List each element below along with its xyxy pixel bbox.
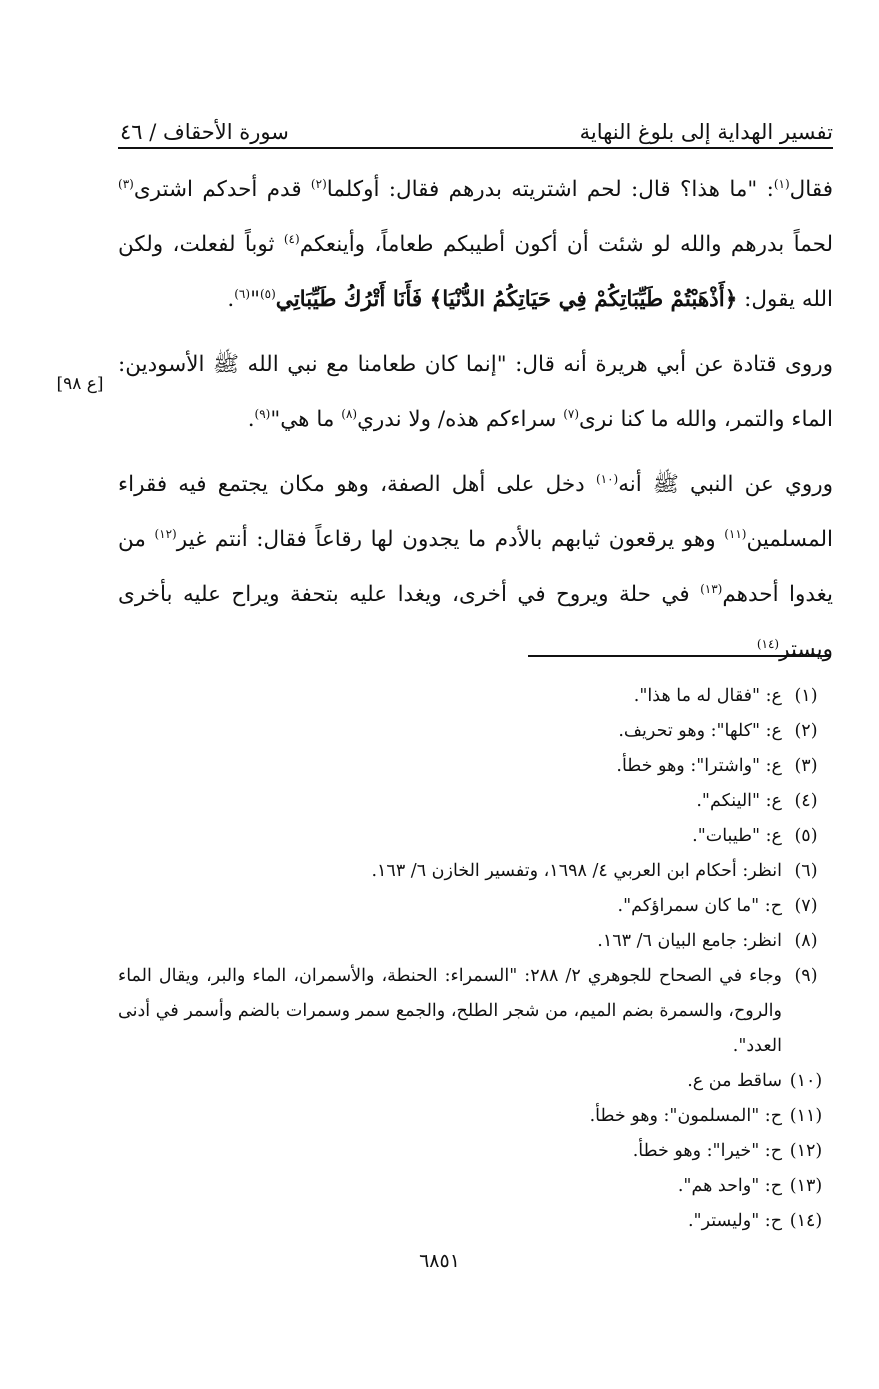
footnote-ref[interactable]: (٦) [234,286,251,301]
main-text [118,162,833,677]
footnote-text: ع: "طيبات". [692,826,782,846]
footnote-item [118,784,830,819]
text-run: وهو يرقعون ثيابهم بالأدم ما يجدون لها رقاعاً فقال: أنتم غير [176,527,725,552]
book-title: تفسير الهداية إلى بلوغ النهاية [579,120,833,144]
footnote-ref[interactable]: (١٣) [700,581,723,596]
footnote-ref[interactable]: (٣) [118,176,134,191]
footnote-number: (١٢) [789,1141,823,1161]
footnote-item [118,1099,830,1134]
text-run: ثوباً لفعلت، ولكن الله يقول: [118,232,833,312]
text-run: " [250,287,260,312]
paragraph-2 [118,337,833,447]
footnote-item [118,924,830,959]
footnote-text: انظر: أحكام ابن العربي ٤/ ١٦٩٨، وتفسير الخازن ٦/ ١٦٣. [371,861,782,881]
paragraph-1 [118,162,833,327]
footnote-number: (١١) [789,1106,823,1126]
footnote-item [118,714,830,749]
footnote-ref[interactable]: (١) [773,176,790,191]
footnote-item [118,1134,830,1169]
quran-verse: ﴿أَذْهَبْتُمْ طَيِّبَاتِكُمْ فِي حَيَاتِكُمُ الدُّنْيَا﴾ فَأَنَا أَتْرُكُ طَيِّبَاتِي [275,287,738,312]
footnote-text: ساقط من ع. [687,1071,782,1091]
text-run: في حلة ويروح في أخرى، ويغدا عليه بتحفة ويراح عليه بأخرى ويستر [118,582,833,662]
text-run: : "ما هذا؟ قال: لحم اشتريته بدرهم فقال: أوكلما [326,177,774,202]
footnotes-list [118,679,830,1239]
text-run: وروي عن النبي ﷺ أنه [618,472,833,497]
text-run: ما هي" [270,407,342,432]
footnote-ref[interactable]: (٢) [310,176,327,191]
paragraph-3 [118,457,833,677]
text-run: سراءكم هذه/ ولا ندري [357,407,564,432]
footnote-number: (٣) [794,756,818,776]
footnote-item [118,679,830,714]
header-rule [118,147,833,149]
footnote-number: (١٤) [789,1211,823,1231]
footnote-text: ح: "وليستر". [687,1211,782,1231]
footnote-text: ع: "الينكم". [696,791,782,811]
footnote-separator [528,655,830,657]
footnote-number: (١٣) [789,1176,823,1196]
footnote-number: (٤) [794,791,818,811]
footnote-text: ح: "واحد هم". [677,1176,782,1196]
footnote-text: ح: "خيرا": وهو خطأ. [632,1141,782,1161]
footnote-number: (١) [794,686,818,706]
footnote-item [118,819,830,854]
text-run: دخل على أهل الصفة، وهو مكان يجتمع فيه فقراء المسلمين [118,472,833,552]
footnote-item [118,889,830,924]
footnote-ref[interactable]: (١٤) [756,636,780,651]
text-run: . [227,287,235,312]
manuscript-folio-marker: [ع ٩٨] [56,374,104,394]
text-run: . [247,407,255,432]
text-run: وروى قتادة عن أبي هريرة أنه قال: "إنما كان طعامنا مع نبي الله ﷺ الأسودين: الماء والتمر، والله ما كنا نرى [118,352,833,432]
footnote-number: (١٠) [789,1071,823,1091]
text-run: من يغدوا أحدهم [118,527,833,607]
footnote-text: ع: "كلها": وهو تحريف. [618,721,782,741]
footnote-text: ع: "واشترا": وهو خطأ. [616,756,782,776]
footnote-ref[interactable]: (٧) [563,406,580,421]
footnote-number: (٩) [794,966,818,986]
footnote-number: (٨) [794,931,818,951]
footnote-ref[interactable]: (١١) [724,526,747,541]
page-number: ٦٨٥١ [419,1250,460,1272]
footnote-item [118,1204,830,1239]
footnote-text: ح: "ما كان سمراؤكم". [617,896,782,916]
footnote-ref[interactable]: (١٠) [595,471,619,486]
footnote-number: (٦) [794,861,818,881]
footnote-text: ع: "فقال له ما هذا". [633,686,782,706]
footnote-ref[interactable]: (٥) [259,286,276,301]
text-run: فقال [789,177,833,202]
footnote-item [118,749,830,784]
footnote-number: (٢) [794,721,818,741]
footnote-item [118,854,830,889]
text-run: قدم أحدكم اشترى [133,177,311,202]
footnote-ref[interactable]: (١٢) [154,526,177,541]
footnote-number: (٥) [794,826,818,846]
footnote-item [118,959,830,1064]
footnote-ref[interactable]: (٤) [283,231,300,246]
footnote-text: انظر: جامع البيان ٦/ ١٦٣. [597,931,782,951]
text-run: لحماً بدرهم والله لو شئت أن أكون أطيبكم طعاماً، وأينعكم [299,232,833,257]
footnote-ref[interactable]: (٩) [254,406,271,421]
footnote-item [118,1064,830,1099]
footnote-text: ح: "المسلمون": وهو خطأ. [589,1106,782,1126]
surah-title: سورة الأحقاف / ٤٦ [120,120,289,144]
footnote-number: (٧) [794,896,818,916]
footnote-ref[interactable]: (٨) [341,406,358,421]
running-header [120,108,833,144]
footnote-text: وجاء في الصحاح للجوهري ٢/ ٢٨٨: "السمراء: الحنطة، والأسمران، الماء والبر، ويقال الماء والروح، والسمرة بضم الميم، من شجر الطلح، والجمع سمر وسمرات بالضم وأسمر في أدنى العدد". [118,966,782,1056]
footnote-item [118,1169,830,1204]
